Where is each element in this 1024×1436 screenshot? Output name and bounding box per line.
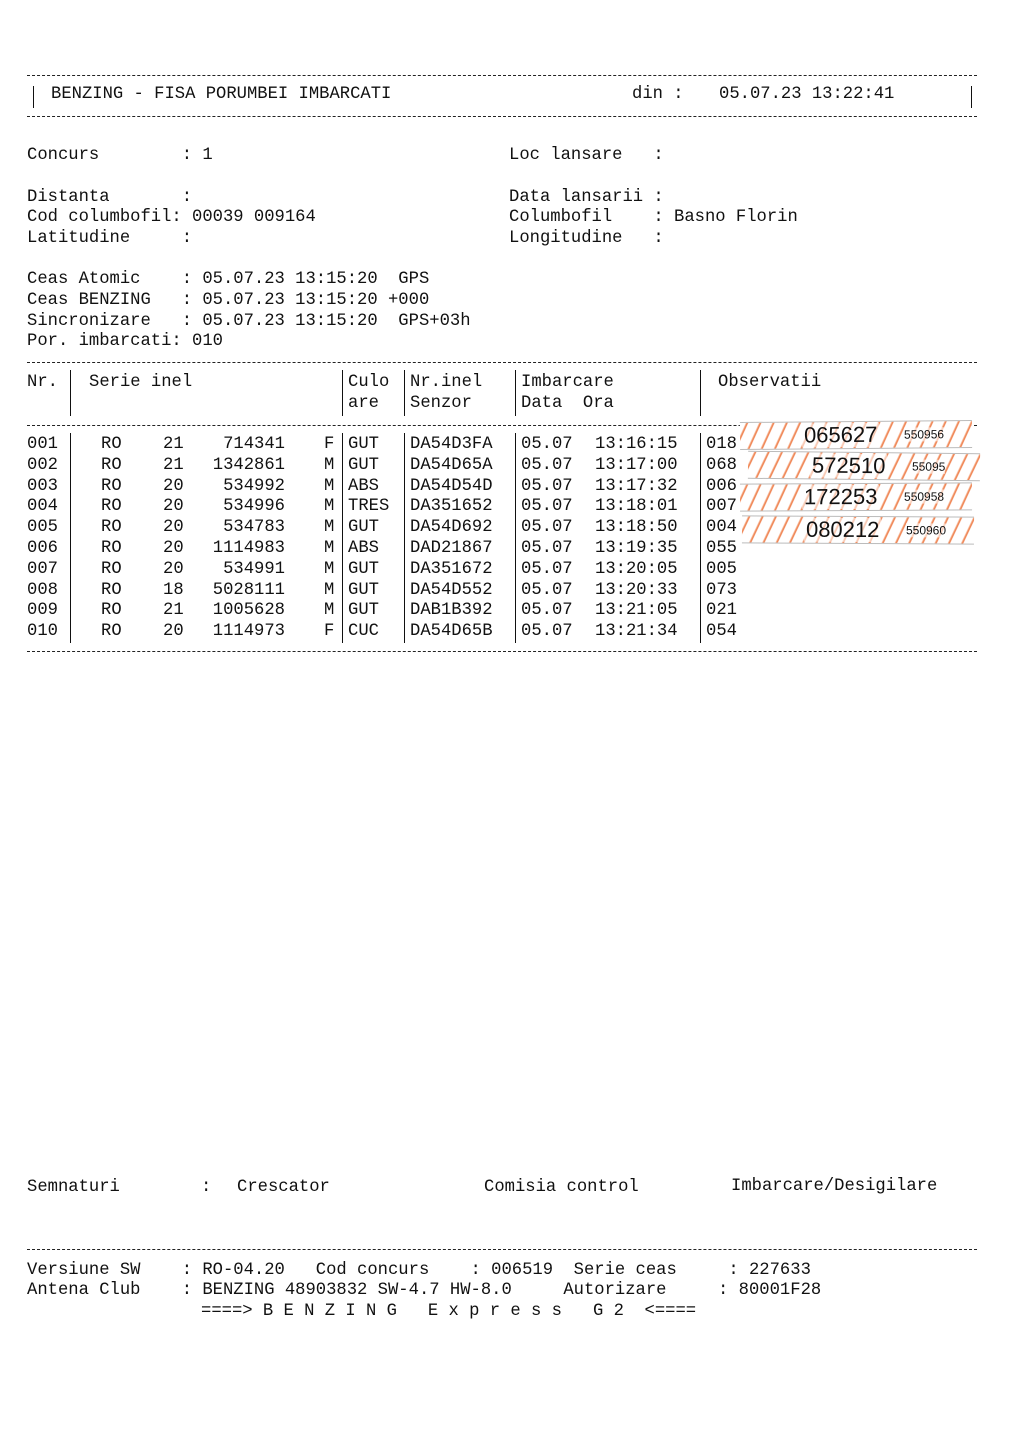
cell-senzor: DA54D65B bbox=[410, 622, 493, 642]
sticker-code: 55095 bbox=[911, 459, 946, 474]
por-imbarcati-field: Por. imbarcati: 010 bbox=[27, 332, 223, 351]
din-label: din : bbox=[632, 85, 684, 104]
cell-inel: 5028111 bbox=[212, 580, 285, 600]
col-sep-4-head bbox=[515, 370, 516, 416]
col-sep-5-head bbox=[700, 370, 701, 416]
cell-data: 05.07 bbox=[521, 601, 573, 621]
cell-an: 20 bbox=[163, 476, 184, 496]
sincronizare-field: Sincronizare : 05.07.23 13:15:20 GPS+03h bbox=[27, 312, 471, 331]
cell-senzor: DA351652 bbox=[410, 497, 493, 517]
cell-obs: 055 bbox=[706, 539, 737, 558]
sticker-code: 550960 bbox=[905, 523, 947, 538]
cell-tara: RO bbox=[101, 580, 122, 600]
cell-obs: 006 bbox=[706, 476, 737, 496]
cell-culoare: GUT bbox=[348, 601, 379, 621]
cell-nr: 004 bbox=[27, 497, 58, 517]
cell-tara: RO bbox=[101, 539, 122, 558]
cell-culoare: GUT bbox=[348, 435, 379, 454]
col-header-nr: Nr. bbox=[27, 373, 58, 392]
cod-columbofil-field: Cod columbofil: 00039 009164 bbox=[27, 208, 316, 227]
cell-nr: 009 bbox=[27, 601, 58, 621]
cell-an: 21 bbox=[163, 601, 184, 621]
cell-data: 05.07 bbox=[521, 518, 573, 538]
data-lansarii-field: Data lansarii : bbox=[509, 188, 664, 207]
cell-obs: 007 bbox=[706, 497, 737, 517]
cell-senzor: DA54D54D bbox=[410, 476, 493, 496]
col-sep-1-head bbox=[70, 370, 71, 416]
cell-ora: 13:18:50 bbox=[595, 518, 678, 538]
cell-tara: RO bbox=[101, 518, 122, 538]
cell-nr: 006 bbox=[27, 539, 58, 558]
cell-nr: 010 bbox=[27, 622, 58, 642]
cell-inel: 534992 bbox=[223, 476, 285, 496]
col-sep-2-body bbox=[342, 433, 343, 643]
col-sep-1-body bbox=[70, 433, 71, 643]
cell-data: 05.07 bbox=[521, 497, 573, 517]
col-sep-4-body bbox=[515, 433, 516, 643]
ceas-benzing-field: Ceas BENZING : 05.07.23 13:15:20 +000 bbox=[27, 291, 430, 310]
cell-senzor: DA54D552 bbox=[410, 580, 493, 600]
cell-sex: M bbox=[324, 580, 335, 600]
cell-obs: 068 bbox=[706, 455, 737, 475]
cell-ora: 13:18:01 bbox=[595, 497, 678, 517]
cell-obs: 073 bbox=[706, 580, 737, 600]
cell-nr: 005 bbox=[27, 518, 58, 538]
cell-sex: M bbox=[324, 518, 335, 538]
col-header-nrinel-1: Nr.inel bbox=[410, 373, 483, 392]
header-top-rule bbox=[27, 75, 977, 76]
cell-data: 05.07 bbox=[521, 622, 573, 642]
cell-an: 20 bbox=[163, 539, 184, 558]
cell-tara: RO bbox=[101, 559, 122, 579]
ring-sticker bbox=[740, 482, 972, 511]
cell-sex: M bbox=[324, 539, 335, 558]
sticker-code: 550958 bbox=[903, 489, 945, 504]
cell-inel: 534996 bbox=[223, 497, 285, 517]
col-sep-3-body bbox=[404, 433, 405, 643]
cell-sex: F bbox=[324, 622, 335, 642]
cell-an: 20 bbox=[163, 622, 184, 642]
col-header-observatii: Observatii bbox=[718, 373, 822, 392]
signature-comisia: Comisia control bbox=[484, 1178, 639, 1197]
print-timestamp: 05.07.23 13:22:41 bbox=[719, 85, 895, 104]
cell-senzor: DAD21867 bbox=[410, 539, 493, 558]
sticker-number: 065627 bbox=[803, 421, 878, 448]
cell-sex: F bbox=[324, 435, 335, 454]
cell-ora: 13:20:05 bbox=[595, 559, 678, 579]
cell-inel: 1005628 bbox=[212, 601, 285, 621]
columbofil-field: Columbofil : Basno Florin bbox=[509, 208, 798, 227]
cell-data: 05.07 bbox=[521, 559, 573, 579]
cell-an: 20 bbox=[163, 497, 184, 517]
signatures-colon: : bbox=[201, 1178, 212, 1197]
signature-imbarcare: Imbarcare/Desigilare bbox=[731, 1177, 938, 1196]
distanta-field: Distanta : bbox=[27, 188, 193, 207]
table-bottom-rule bbox=[27, 651, 977, 652]
col-header-imbarcare-2: Data Ora bbox=[521, 394, 614, 413]
cell-senzor: DA54D3FA bbox=[410, 435, 493, 454]
cell-an: 21 bbox=[163, 435, 184, 454]
cell-ora: 13:17:00 bbox=[595, 455, 678, 475]
header-left-border bbox=[33, 86, 34, 108]
cell-sex: M bbox=[324, 497, 335, 517]
cell-tara: RO bbox=[101, 455, 122, 475]
header-bottom-rule bbox=[27, 116, 977, 117]
footer-antena-line: Antena Club : BENZING 48903832 SW-4.7 HW-8.0 Autorizare : 80001F28 bbox=[27, 1281, 822, 1300]
ring-sticker bbox=[742, 515, 974, 544]
col-sep-3-head bbox=[404, 370, 405, 416]
cell-ora: 13:21:34 bbox=[595, 622, 678, 642]
cell-senzor: DAB1B392 bbox=[410, 601, 493, 621]
cell-tara: RO bbox=[101, 476, 122, 496]
footer-brand-line: ====> B E N Z I N G E x p r e s s G 2 <==== bbox=[201, 1302, 697, 1321]
cell-nr: 002 bbox=[27, 455, 58, 475]
cell-obs: 005 bbox=[706, 559, 737, 579]
cell-data: 05.07 bbox=[521, 539, 573, 558]
cell-obs: 021 bbox=[706, 601, 737, 621]
cell-culoare: GUT bbox=[348, 455, 379, 475]
sticker-number: 172253 bbox=[803, 483, 878, 510]
cell-sex: M bbox=[324, 559, 335, 579]
sticker-number: 572510 bbox=[811, 452, 886, 479]
cell-senzor: DA351672 bbox=[410, 559, 493, 579]
cell-culoare: CUC bbox=[348, 622, 379, 642]
cell-culoare: ABS bbox=[348, 539, 379, 558]
ceas-atomic-field: Ceas Atomic : 05.07.23 13:15:20 GPS bbox=[27, 270, 430, 289]
cell-sex: M bbox=[324, 476, 335, 496]
cell-an: 20 bbox=[163, 518, 184, 538]
cell-culoare: GUT bbox=[348, 518, 379, 538]
cell-tara: RO bbox=[101, 497, 122, 517]
signatures-label: Semnaturi bbox=[27, 1178, 120, 1197]
ring-sticker bbox=[748, 451, 980, 481]
cell-obs: 004 bbox=[706, 518, 737, 538]
sticker-number: 080212 bbox=[805, 516, 880, 543]
concurs-field: Concurs : 1 bbox=[27, 146, 213, 165]
cell-sex: M bbox=[324, 455, 335, 475]
cell-ora: 13:21:05 bbox=[595, 601, 678, 621]
table-top-rule bbox=[27, 362, 977, 363]
cell-senzor: DA54D65A bbox=[410, 455, 493, 475]
cell-culoare: GUT bbox=[348, 559, 379, 579]
cell-inel: 534783 bbox=[223, 518, 285, 538]
cell-tara: RO bbox=[101, 435, 122, 454]
cell-senzor: DA54D692 bbox=[410, 518, 493, 538]
cell-data: 05.07 bbox=[521, 455, 573, 475]
cell-an: 18 bbox=[163, 580, 184, 600]
cell-data: 05.07 bbox=[521, 476, 573, 496]
col-header-serie: Serie inel bbox=[89, 373, 193, 392]
signature-crescator: Crescator bbox=[237, 1178, 330, 1197]
cell-nr: 001 bbox=[27, 435, 58, 454]
cell-obs: 054 bbox=[706, 622, 737, 642]
cell-inel: 1342861 bbox=[212, 455, 285, 475]
loc-lansare-field: Loc lansare : bbox=[509, 146, 664, 165]
col-sep-2-head bbox=[342, 370, 343, 416]
cell-an: 21 bbox=[163, 455, 184, 475]
cell-obs: 018 bbox=[706, 435, 737, 454]
footer-rule bbox=[27, 1249, 977, 1250]
cell-ora: 13:17:32 bbox=[595, 476, 678, 496]
cell-tara: RO bbox=[101, 601, 122, 621]
cell-data: 05.07 bbox=[521, 580, 573, 600]
cell-ora: 13:20:33 bbox=[595, 580, 678, 600]
cell-inel: 1114973 bbox=[212, 622, 285, 642]
cell-ora: 13:16:15 bbox=[595, 435, 678, 454]
header-right-border bbox=[971, 86, 972, 108]
cell-an: 20 bbox=[163, 559, 184, 579]
longitudine-field: Longitudine : bbox=[509, 229, 664, 248]
cell-culoare: GUT bbox=[348, 580, 379, 600]
cell-inel: 714341 bbox=[223, 435, 285, 454]
footer-versiune-line: Versiune SW : RO-04.20 Cod concurs : 006519 Serie ceas : 227633 bbox=[27, 1261, 811, 1280]
col-sep-5-body bbox=[700, 433, 701, 643]
col-header-nrinel-2: Senzor bbox=[410, 394, 472, 413]
cell-ora: 13:19:35 bbox=[595, 539, 678, 558]
col-header-culoare-1: Culo bbox=[348, 373, 390, 392]
cell-tara: RO bbox=[101, 622, 122, 642]
cell-inel: 534991 bbox=[223, 559, 285, 579]
cell-inel: 1114983 bbox=[212, 539, 285, 558]
ring-sticker bbox=[740, 420, 972, 450]
cell-culoare: TRES bbox=[348, 497, 390, 517]
document-title: BENZING - FISA PORUMBEI IMBARCATI bbox=[51, 85, 392, 104]
cell-nr: 008 bbox=[27, 580, 58, 600]
cell-nr: 007 bbox=[27, 559, 58, 579]
cell-data: 05.07 bbox=[521, 435, 573, 454]
cell-culoare: ABS bbox=[348, 476, 379, 496]
col-header-imbarcare-1: Imbarcare bbox=[521, 373, 614, 392]
latitudine-field: Latitudine : bbox=[27, 229, 193, 248]
cell-sex: M bbox=[324, 601, 335, 621]
cell-nr: 003 bbox=[27, 476, 58, 496]
sticker-code: 550956 bbox=[903, 427, 945, 442]
col-header-culoare-2: are bbox=[348, 394, 379, 413]
